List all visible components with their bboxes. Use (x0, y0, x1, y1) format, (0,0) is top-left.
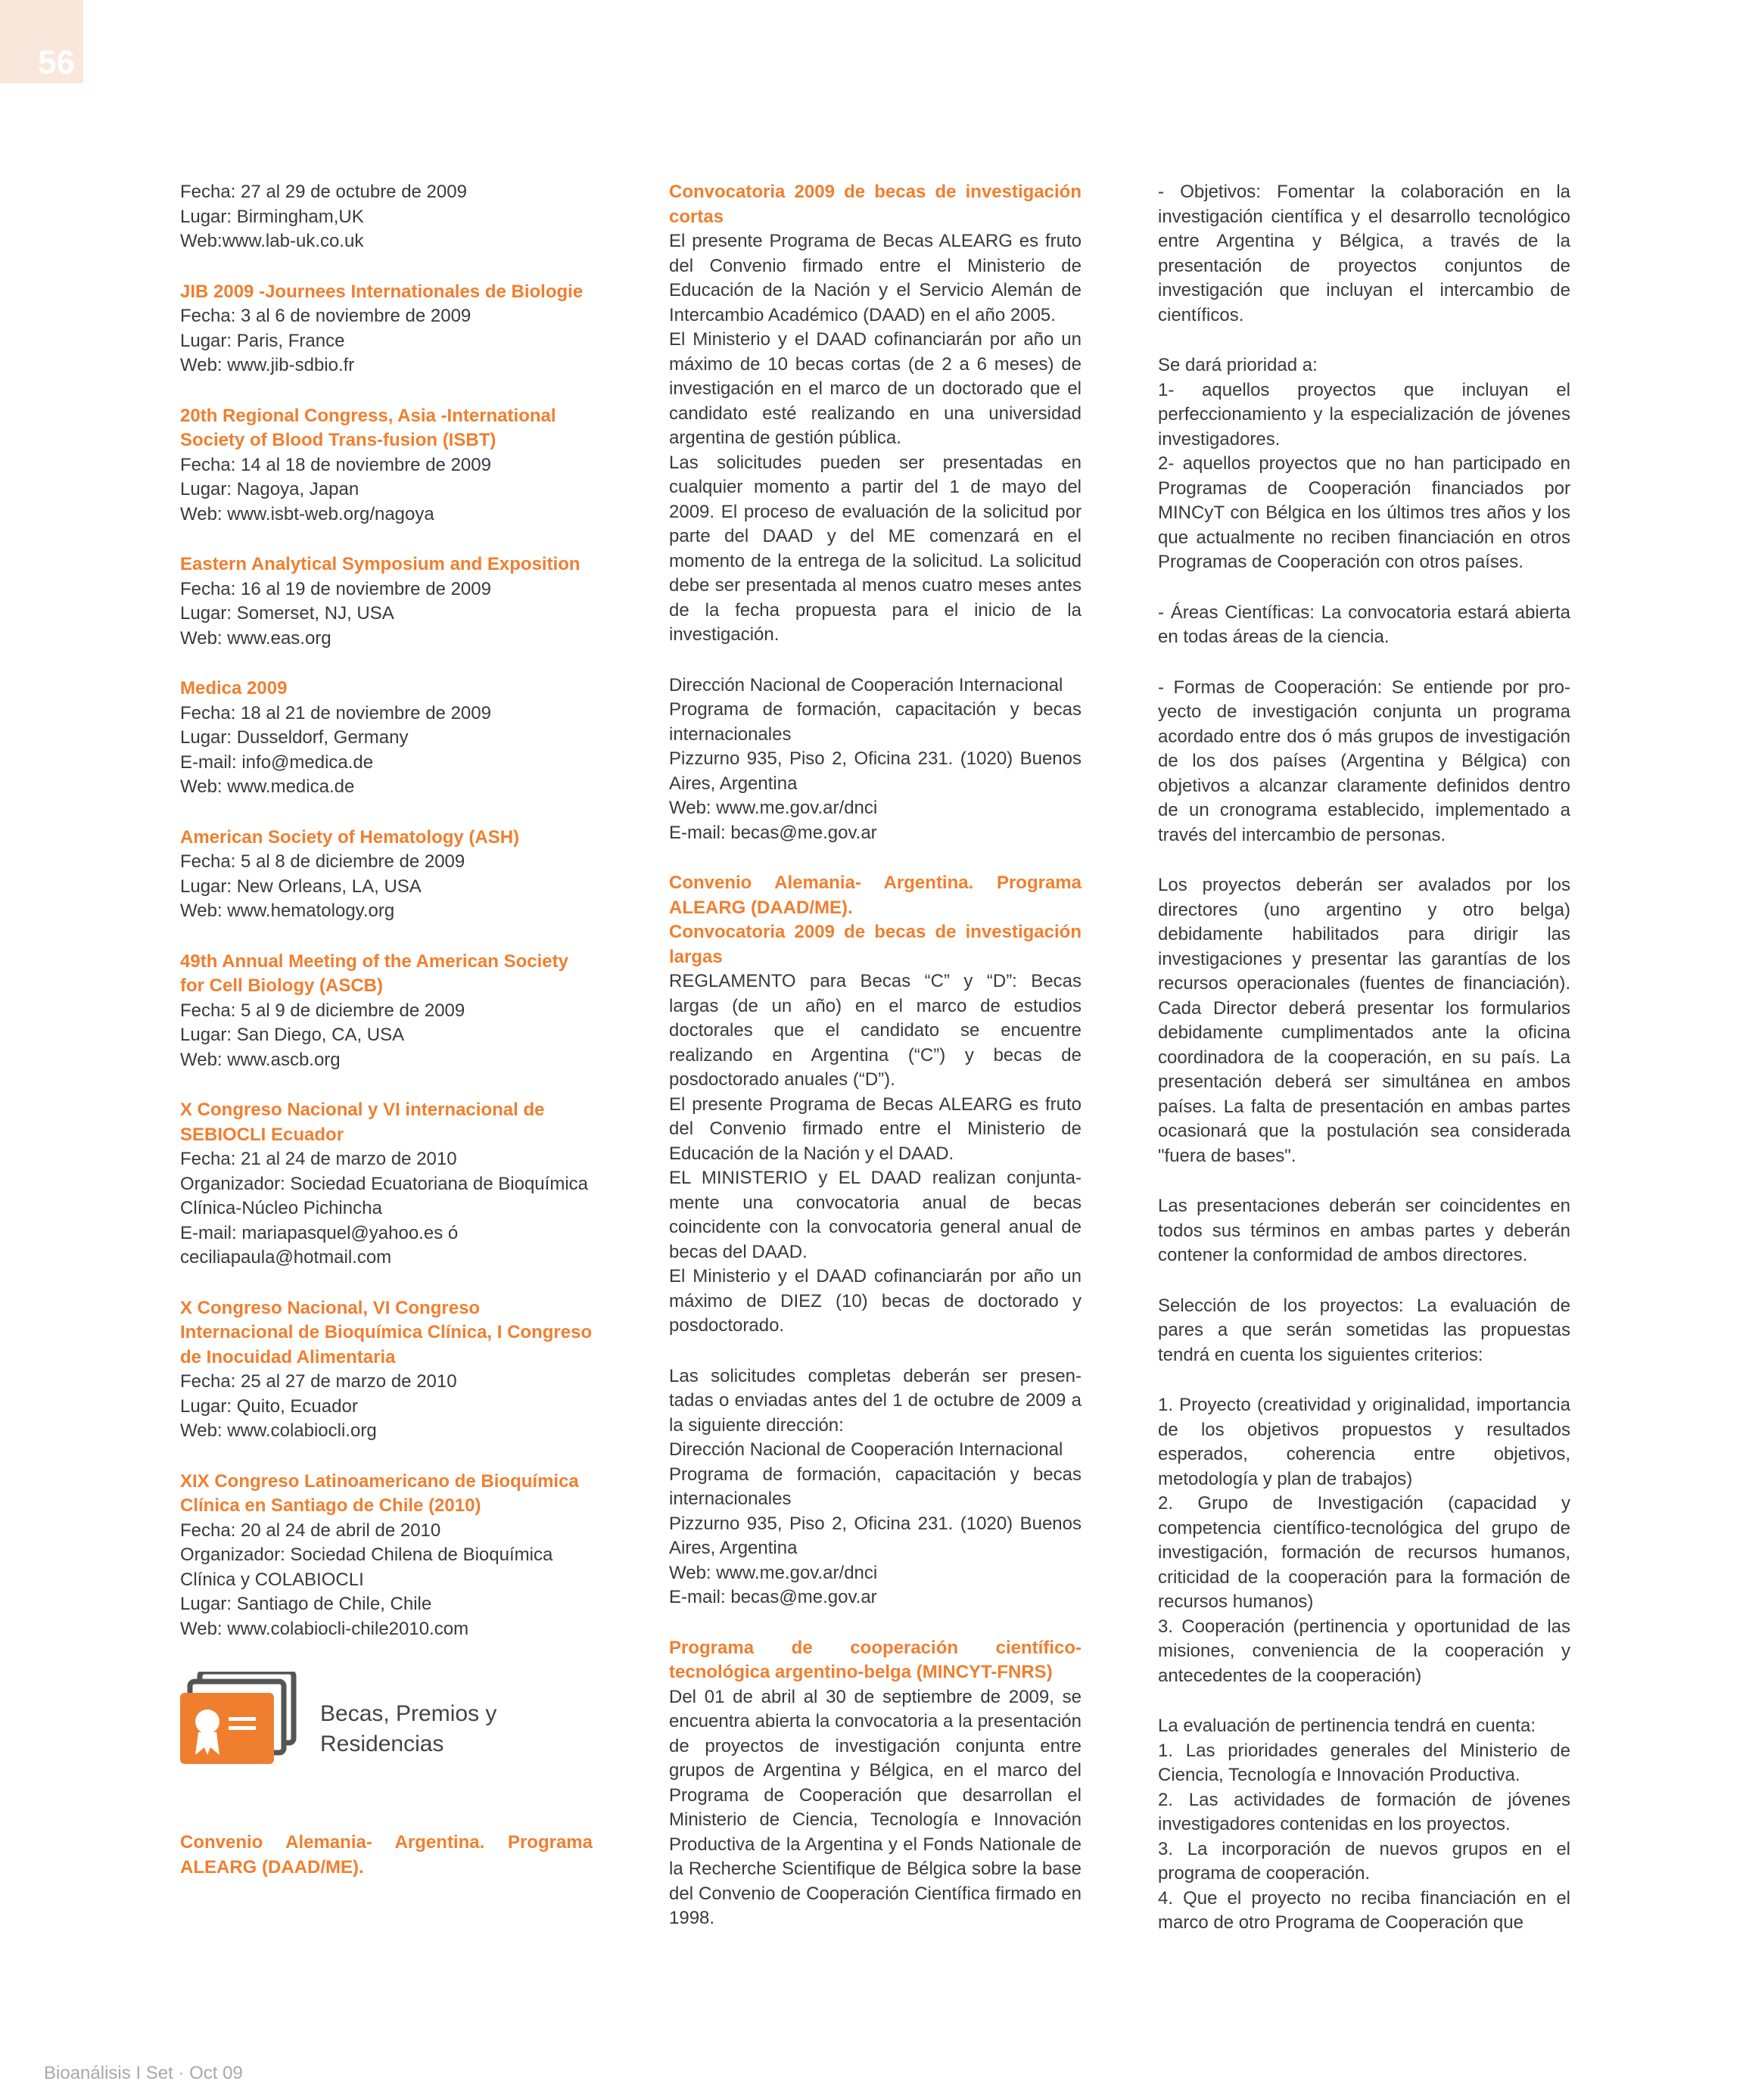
event-detail: Lugar: Quito, Ecuador (180, 1395, 358, 1417)
paragraph: Selección de los proyectos: La evaluación de pares a que serán sometidas las propuestas tendrá en cuenta los siguientes criterios: (1158, 1295, 1570, 1365)
event-title: X Congreso Nacional y VI internacional de SEBIOCLI Ecuador (180, 1100, 545, 1145)
paragraph: 2. Las actividades de formación de jóvenes investigadores contenidas en los proyectos. (1158, 1789, 1570, 1834)
event-detail: Web: www.eas.org (180, 627, 331, 649)
section-heading: Convenio Alemania- Argentina. Programa ALEARG (DAAD/ME). (669, 873, 1082, 918)
paragraph: - Áreas Científicas: La convocatoria estará abierta en todas áreas de la ciencia. (1158, 602, 1570, 647)
event-item (180, 1470, 593, 1642)
col1-tail-heading: Convenio Alemania- Argentina. Programa ALEARG (DAAD/ME). (180, 1832, 593, 1878)
column-3 (1158, 180, 1570, 1936)
event-title: 49th Annual Meeting of the American Society for Cell Biology (ASCB) (180, 950, 568, 996)
section-heading: Convocatoria 2009 de becas de investigación cortas (669, 182, 1082, 227)
event-title: American Society of Hematology (ASH) (180, 826, 520, 848)
event-title: X Congreso Nacional, VI Congreso Internacional de Bioquímica Clínica, I Congreso de Inocuidad Alimentaria (180, 1297, 593, 1367)
paragraph: El presente Programa de Becas ALEARG es fruto del Convenio firmado entre el Ministerio de Educación de la Nación y el DAAD. (669, 1094, 1082, 1164)
event-detail: Fecha: 3 al 6 de noviembre de 2009 (180, 306, 472, 326)
paragraph: Dirección Nacional de Cooperación Internacional (669, 674, 1063, 695)
paragraph: Web: www.me.gov.ar/dnci (669, 798, 878, 818)
spacer (669, 845, 1082, 871)
paragraph: Dirección Nacional de Cooperación Internacional (669, 1439, 1063, 1460)
paragraph: El presente Programa de Becas ALEARG es fruto del Convenio firmado entre el Ministerio de Educación de la Nación y el Servicio Alemán de Intercambio Académico (DAAD) en el año 2005. (669, 231, 1082, 325)
footer-publication: Bioanálisis I Set · Oct 09 (44, 2063, 243, 2083)
event-list (180, 180, 593, 1641)
event-title: 20th Regional Congress, Asia -International Society of Blood Trans-fusion (ISBT) (180, 405, 556, 450)
event-detail: Web: www.medica.de (180, 776, 355, 797)
paragraph: La evaluación de pertinencia tendrá en cuenta: (1158, 1716, 1536, 1736)
event-detail: Web: www.isbt-web.org/nagoya (180, 503, 434, 524)
section-banner (180, 1672, 593, 1800)
event-detail: Fecha: 16 al 19 de noviembre de 2009 (180, 578, 491, 599)
paragraph: 4. Que el proyecto no reciba financiación en el marco de otro Programa de Cooperación que (1158, 1887, 1570, 1933)
spacer (1158, 848, 1570, 873)
spacer (1158, 650, 1570, 676)
event-detail: Web: www.colabiocli-chile2010.com (180, 1618, 469, 1639)
event-title: JIB 2009 -Journees Internationales de Biologie (180, 281, 584, 302)
event-detail: Web:www.lab-uk.co.uk (180, 231, 364, 251)
event-title: XIX Congreso Latinoamericano de Bioquímica Clínica en Santiago de Chile (2010) (180, 1470, 579, 1516)
spacer (1158, 1367, 1570, 1393)
spacer (1158, 1168, 1570, 1194)
spacer (1158, 1688, 1570, 1714)
event-detail: Organizador: Sociedad Chilena de Bioquímica Clínica y COLABIOCLI (180, 1545, 553, 1590)
event-item (180, 404, 593, 527)
paragraph: Las solicitudes pueden ser presentadas en cualquier momento a partir del 1 de mayo del 2009. El proceso de evaluación de la solicitud por parte del DAAD y del ME comenzará en el momento de la entrega de la solicitud. La solicitud debe ser presentada al menos cuatro meses antes de la fecha propuesta para el inicio de la investigación. (669, 452, 1082, 645)
spacer (669, 648, 1082, 674)
paragraph: Programa de formación, capacitación y becas internacionales (669, 699, 1082, 745)
paragraph: Se dará prioridad a: (1158, 355, 1318, 375)
paragraph: Las presentaciones deberán ser coincidentes en todos sus términos en ambas partes y deberán contener la conformidad de ambos directores. (1158, 1196, 1570, 1265)
event-item (180, 1296, 593, 1444)
spacer (1158, 328, 1570, 353)
page-number-tab (0, 0, 83, 83)
event-item (180, 280, 593, 378)
event-detail: Lugar: San Diego, CA, USA (180, 1025, 405, 1045)
event-item (180, 826, 593, 924)
paragraph: El Ministerio y el DAAD cofinanciarán por año un máximo de DIEZ (10) becas de doctorado y posdoctorado. (669, 1266, 1082, 1336)
paragraph: Programa de formación, capacitación y becas internacionales (669, 1464, 1082, 1509)
spacer (669, 1610, 1082, 1636)
event-detail: Lugar: Birmingham,UK (180, 206, 364, 227)
paragraph: Las solicitudes completas deberán ser presen-tadas o enviadas antes del 1 de octubre de 2009 a la siguiente dirección: (669, 1365, 1082, 1436)
section-heading: Programa de cooperación científico-tecnológica argentino-belga (MINCYT-FNRS) (669, 1637, 1082, 1682)
paragraph: - Objetivos: Fomentar la colaboración en la investigación científica y el desarrollo tecnológico entre Argentina y Bélgica, a través de la presentación de proyectos conjuntos de investigación que incluyan el intercambio de científicos. (1158, 182, 1570, 325)
event-item (180, 1098, 593, 1271)
event-detail: Fecha: 27 al 29 de octubre de 2009 (180, 182, 467, 202)
event-detail: Web: www.hematology.org (180, 901, 395, 921)
event-detail: Lugar: New Orleans, LA, USA (180, 876, 422, 897)
paragraph: Pizzurno 935, Piso 2, Oficina 231. (1020) Buenos Aires, Argentina (669, 1513, 1082, 1558)
spacer (669, 1339, 1082, 1364)
paragraph: E-mail: becas@me.gov.ar (669, 1587, 877, 1607)
paragraph: 2. Grupo de Investigación (capacidad y competencia científico-tecnológica del grupo de investigación, formación de recursos humanos, criticidad de la cooperación para la formación de recursos humanos) (1158, 1493, 1570, 1612)
column-1 (180, 180, 593, 1880)
event-detail: Lugar: Nagoya, Japan (180, 479, 359, 499)
paragraph: 1. Las prioridades generales del Ministerio de Ciencia, Tecnología e Innovación Productiva. (1158, 1740, 1570, 1785)
event-detail: Lugar: Dusseldorf, Germany (180, 727, 409, 748)
event-detail: Web: www.colabiocli.org (180, 1420, 377, 1441)
event-detail: Lugar: Paris, France (180, 330, 345, 351)
award-certificate-icon (180, 1672, 301, 1770)
section-heading: Convocatoria 2009 de becas de investigación largas (669, 922, 1082, 967)
column-2 (669, 180, 1082, 1931)
paragraph: 3. Cooperación (pertinencia y oportunidad de las misiones, conveniencia de la cooperación y antecedentes de la cooperación) (1158, 1616, 1570, 1686)
paragraph: Web: www.me.gov.ar/dnci (669, 1562, 878, 1583)
event-detail: Organizador: Sociedad Ecuatoriana de Bioquímica Clínica-Núcleo Pichincha (180, 1173, 588, 1218)
event-detail: Web: www.jib-sdbio.fr (180, 355, 355, 375)
event-item (180, 552, 593, 651)
event-detail: Web: www.ascb.org (180, 1049, 341, 1070)
event-detail: E-mail: info@medica.de (180, 751, 374, 773)
event-detail: Fecha: 5 al 8 de diciembre de 2009 (180, 851, 465, 872)
event-detail: Fecha: 25 al 27 de marzo de 2010 (180, 1371, 457, 1392)
event-detail: Fecha: 5 al 9 de diciembre de 2009 (180, 1000, 465, 1021)
event-detail: Lugar: Somerset, NJ, USA (180, 603, 394, 624)
paragraph: REGLAMENTO para Becas “C” y “D”: Becas largas (de un año) en el marco de estudios doctorales que el candidato se encuentre realizando en Argentina (“C”) y becas de posdoctorado anuales (“D”). (669, 971, 1082, 1090)
spacer (1158, 575, 1570, 601)
spacer (1158, 1268, 1570, 1294)
paragraph: 1- aquellos proyectos que incluyan el perfeccionamiento y la especialización de jóvenes investigadores. (1158, 379, 1570, 450)
paragraph: Pizzurno 935, Piso 2, Oficina 231. (1020) Buenos Aires, Argentina (669, 748, 1082, 794)
paragraph: 3. La incorporación de nuevos grupos en el programa de cooperación. (1158, 1838, 1570, 1884)
paragraph: EL MINISTERIO y EL DAAD realizan conjunta-mente una convocatoria anual de becas coincidente con la convocatoria general anual de becas del DAAD. (669, 1168, 1082, 1262)
event-detail: Fecha: 21 al 24 de marzo de 2010 (180, 1149, 457, 1169)
paragraph: - Formas de Cooperación: Se entiende por pro-yecto de investigación conjunta un programa acordado entre dos ó más grupos de investigación de los dos países (Argentina y Bélgica) con objetivos a alcanzar claramente definidos dentro de un cronograma establecido, implementado a través del intercambio de personas. (1158, 677, 1570, 845)
event-detail: Fecha: 14 al 18 de noviembre de 2009 (180, 454, 491, 475)
event-title: Medica 2009 (180, 678, 288, 698)
paragraph: Del 01 de abril al 30 de septiembre de 2009, se encuentra abierta la convocatoria a la presentación de proyectos de investigación conjunta entre grupos de Argentina y Bélgica, en el marco del Programa de Cooperación que desarrollan el Ministerio de Ciencia, Tecnología e Innovación Productiva de la Argentina y el Fonds Nationale de la Recherche Scientifique de Bélgica sobre la base del Convenio de Cooperación Científica firmado en 1998. (669, 1686, 1082, 1928)
section-label: Becas, Premios y Residencias (320, 1701, 497, 1756)
event-detail: Lugar: Santiago de Chile, Chile (180, 1594, 432, 1614)
event-item (180, 950, 593, 1073)
event-detail: Fecha: 20 al 24 de abril de 2010 (180, 1520, 441, 1541)
page-number: 56 (38, 44, 75, 81)
paragraph: 1. Proyecto (creatividad y originalidad, importancia de los objetivos propuestos y resultados esperados, coherencia entre objetivos, metodología y plan de trabajos) (1158, 1395, 1570, 1489)
paragraph: El Ministerio y el DAAD cofinanciarán por año un máximo de 10 becas cortas (de 2 a 6 meses) de investigación en el marco de un doctorado que el candidato esté realizando en una universidad argentina de gestión pública. (669, 329, 1082, 448)
event-title: Eastern Analytical Symposium and Exposition (180, 554, 580, 574)
event-item (180, 180, 593, 254)
paragraph: Los proyectos deberán ser avalados por los directores (uno argentino y otro belga) debidamente habilitados para dirigir las investigaciones y presentar las garantías de los recursos operacionales (fuentes de financiación). Cada Director deberá presentar los formularios debidamente cumplimentados ante la oficina coordinadora de la cooperación, en su país. La presentación deberá ser simultánea en ambos países. La falta de presentación en ambas partes ocasionará que la postulación sea considerada "fuera de bases". (1158, 875, 1570, 1166)
paragraph: 2- aquellos proyectos que no han participado en Programas de Cooperación financiados por MINCyT con Bélgica en los últimos tres años y los que actualmente no reciben financiación en otros Programas de Cooperación con otros países. (1158, 453, 1570, 572)
paragraph: E-mail: becas@me.gov.ar (669, 822, 877, 843)
event-detail: E-mail: mariapasquel@yahoo.es ó ceciliapaula@hotmail.com (180, 1222, 459, 1268)
event-detail: Fecha: 18 al 21 de noviembre de 2009 (180, 702, 491, 723)
event-item (180, 677, 593, 800)
